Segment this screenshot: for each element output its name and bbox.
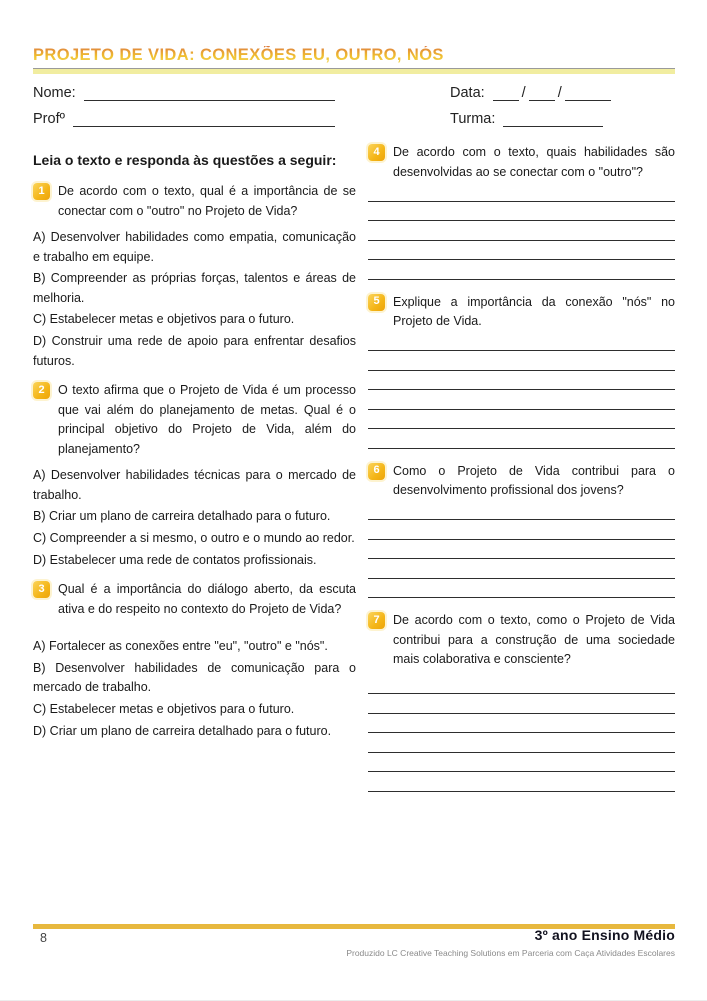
answer-line[interactable] [368, 559, 675, 579]
answer-line[interactable] [368, 410, 675, 430]
option-c: C) Estabelecer metas e objetivos para o futuro. [33, 312, 295, 327]
date-row [450, 82, 676, 101]
option-a: A) Fortalecer as conexões entre "eu", "outro" e "nós". [33, 639, 328, 654]
question-1-text: De acordo com o texto, qual é a importância de se conectar com o "outro" no Projeto de Vida? [58, 184, 356, 218]
name-label: Nome: [33, 85, 76, 101]
question-5 [368, 293, 675, 449]
question-number-badge: 1 [33, 183, 50, 200]
question-4-text: De acordo com o texto, quais habilidades são desenvolvidas ao se conectar com o "outro"? [393, 145, 675, 179]
answer-line[interactable] [368, 520, 675, 540]
title-block [33, 46, 675, 74]
answer-line[interactable] [368, 675, 675, 695]
answer-line[interactable] [368, 332, 675, 352]
option-b: B) Criar um plano de carreira detalhado para o futuro. [33, 509, 331, 524]
question-text [368, 143, 675, 182]
answer-line[interactable] [368, 351, 675, 371]
question-4-answer-area [368, 182, 675, 280]
question-number-badge: 4 [368, 144, 385, 161]
question-number-badge: 5 [368, 294, 385, 311]
left-column [33, 150, 356, 741]
question-text [368, 611, 675, 670]
header-left [33, 82, 335, 134]
date-separator: / [521, 85, 526, 101]
question-6-text: Como o Projeto de Vida contribui para o desenvolvimento profissional dos jovens? [393, 463, 675, 497]
grade-label: 3º ano Ensino Médio [534, 927, 675, 943]
header-right [450, 82, 676, 134]
option-a: A) Desenvolver habilidades técnicas para o mercado de trabalho. [33, 468, 356, 502]
instructions-text: Leia o texto e responda às questões a seguir: [33, 152, 337, 168]
question-5-answer-area [368, 332, 675, 449]
answer-line[interactable] [368, 241, 675, 261]
teacher-label: Profº [33, 111, 65, 127]
option-d: D) Criar um plano de carreira detalhado para o futuro. [33, 723, 332, 738]
date-day-field[interactable] [493, 85, 519, 101]
question-text [33, 580, 356, 619]
answer-line[interactable] [368, 694, 675, 714]
question-3-text: Qual é a importância do diálogo aberto, da escuta ativa e do respeito no contexto do Projeto de Vida? [58, 582, 356, 616]
option-b: B) Compreender as próprias forças, talentos e áreas de melhoria. [33, 271, 356, 305]
question-5-text: Explique a importância da conexão "nós" no Projeto de Vida. [393, 294, 675, 328]
answer-line[interactable] [368, 714, 675, 734]
teacher-row [33, 108, 335, 127]
teacher-field[interactable] [73, 111, 335, 127]
option-c: C) Compreender a si mesmo, o outro e o mundo ao redor. [33, 530, 355, 545]
answer-line[interactable] [368, 202, 675, 222]
option-b: B) Desenvolver habilidades de comunicação para o mercado de trabalho. [33, 660, 356, 695]
answer-line[interactable] [368, 579, 675, 599]
date-month-field[interactable] [529, 85, 555, 101]
option-c: C) Estabelecer metas e objetivos para o futuro. [33, 701, 295, 716]
question-number-badge: 6 [368, 463, 385, 480]
question-2-options [33, 466, 356, 570]
credit-line: Produzido LC Creative Teaching Solutions em Parceria com Caça Atividades Escolares [346, 948, 675, 958]
answer-line[interactable] [368, 501, 675, 521]
answer-line[interactable] [368, 182, 675, 202]
question-6 [368, 462, 675, 599]
question-1-options [33, 228, 356, 371]
answer-line[interactable] [368, 371, 675, 391]
question-text [368, 293, 675, 332]
page-number: 8 [40, 931, 47, 945]
class-row [450, 108, 676, 127]
answer-line[interactable] [368, 390, 675, 410]
question-6-answer-area [368, 501, 675, 599]
question-3 [33, 580, 356, 741]
question-number-badge: 2 [33, 382, 50, 399]
question-7-text: De acordo com o texto, como o Projeto de Vida contribui para a construção de uma sociedade mais colaborativa e consciente? [393, 613, 675, 666]
question-text [368, 462, 675, 501]
name-row [33, 82, 335, 101]
option-d: D) Estabelecer uma rede de contatos profissionais. [33, 552, 317, 567]
question-3-options [33, 637, 356, 741]
answer-line[interactable] [368, 733, 675, 753]
question-number-badge: 7 [368, 612, 385, 629]
answer-line[interactable] [368, 260, 675, 280]
question-number-badge: 3 [33, 581, 50, 598]
page-title: PROJETO DE VIDA: CONEXÕES EU, OUTRO, NÓS [33, 46, 675, 65]
question-text [33, 381, 356, 459]
name-field[interactable] [84, 85, 335, 101]
question-7-answer-area [368, 675, 675, 792]
question-text [33, 182, 356, 221]
question-7 [368, 611, 675, 792]
question-1 [33, 182, 356, 371]
date-label: Data: [450, 85, 485, 101]
option-d: D) Construir uma rede de apoio para enfrentar desafios futuros. [33, 333, 356, 368]
answer-line[interactable] [368, 221, 675, 241]
class-field[interactable] [503, 111, 603, 127]
class-label: Turma: [450, 111, 496, 127]
answer-line[interactable] [368, 429, 675, 449]
right-column [368, 143, 675, 792]
answer-line[interactable] [368, 540, 675, 560]
question-4 [368, 143, 675, 280]
title-underline [33, 68, 675, 74]
date-year-field[interactable] [565, 85, 611, 101]
question-2 [33, 381, 356, 570]
option-a: A) Desenvolver habilidades como empatia, comunicação e trabalho em equipe. [33, 230, 356, 264]
answer-line[interactable] [368, 772, 675, 792]
question-2-text: O texto afirma que o Projeto de Vida é um processo que vai além do planejamento de metas. Qual é o principal objetivo do Projeto de Vida, além do planejamento? [58, 383, 356, 456]
answer-line[interactable] [368, 753, 675, 773]
date-separator: / [557, 85, 562, 101]
